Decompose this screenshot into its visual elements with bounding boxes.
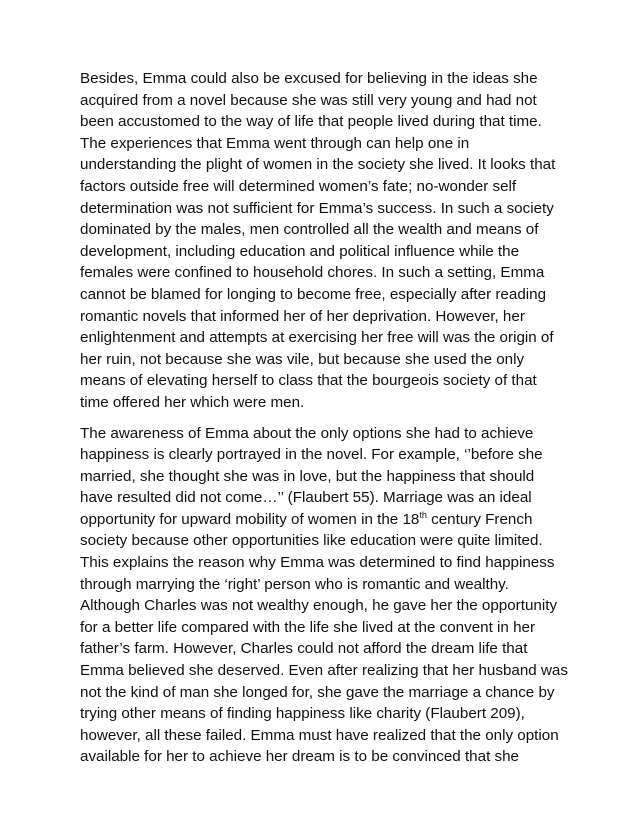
text-line: not the kind of man she longed for, she gave the marriage a chance by xyxy=(80,683,555,701)
text-line: father’s farm. However, Charles could not afford the dream life that xyxy=(80,640,528,658)
text-line: acquired from a novel because she was still very young and had not xyxy=(80,91,537,109)
text-line: This explains the reason why Emma was determined to find happiness xyxy=(80,554,555,572)
text-line: factors outside free will determined women’s fate; no-wonder self xyxy=(80,177,517,195)
text-line: The awareness of Emma about the only options she had to achieve xyxy=(80,424,534,442)
text-line: Although Charles was not wealthy enough, he gave her the opportunity xyxy=(80,597,558,615)
text-line: for a better life compared with the life she lived at the convent in her xyxy=(80,618,536,636)
text-fragment: century French xyxy=(426,510,533,528)
text-line: means of elevating herself to class that the bourgeois society of that xyxy=(80,372,537,390)
text-line: cannot be blamed for longing to become free, especially after reading xyxy=(80,285,547,303)
text-line: married, she thought she was in love, but the happiness that should xyxy=(80,467,535,485)
paragraph-1 xyxy=(80,68,564,414)
text-line: development, including education and political influence while the xyxy=(80,242,520,260)
text-line: The experiences that Emma went through can help one in xyxy=(80,134,470,152)
text-line-with-superscript xyxy=(80,509,564,531)
text-line: society because other opportunities like education were quite limited. xyxy=(80,532,543,550)
document-body xyxy=(80,68,568,777)
text-line: through marrying the ‘right’ person who is romantic and wealthy. xyxy=(80,575,509,593)
text-line: have resulted did not come…’’ (Flaubert 55). Marriage was an ideal xyxy=(80,489,532,507)
text-line: dominated by the males, men controlled all the wealth and means of xyxy=(80,221,539,239)
text-line: females were confined to household chores. In such a setting, Emma xyxy=(80,264,545,282)
text-line: however, all these failed. Emma must have realized that the only option xyxy=(80,726,559,744)
text-fragment: opportunity for upward mobility of women in the 18 xyxy=(80,510,420,528)
text-line: Emma believed she deserved. Even after realizing that her husband was xyxy=(80,662,568,680)
text-line: understanding the plight of women in the society she lived. It looks that xyxy=(80,156,556,174)
text-line: been accustomed to the way of life that people lived during that time. xyxy=(80,113,542,131)
ordinal-superscript: th xyxy=(419,509,427,520)
text-line: determination was not sufficient for Emma’s success. In such a society xyxy=(80,199,554,217)
text-line: romantic novels that informed her of her deprivation. However, her xyxy=(80,307,525,325)
text-line: enlightenment and attempts at exercising her free will was the origin of xyxy=(80,329,554,347)
text-line: her ruin, not because she was vile, but because she used the only xyxy=(80,350,525,368)
text-line: available for her to achieve her dream is to be convinced that she xyxy=(80,748,520,766)
text-line: trying other means of finding happiness like charity (Flaubert 209), xyxy=(80,705,525,723)
text-line: time offered her which were men. xyxy=(80,393,305,411)
text-line: Besides, Emma could also be excused for believing in the ideas she xyxy=(80,70,538,87)
text-line: happiness is clearly portrayed in the novel. For example, ‘’before she xyxy=(80,446,543,464)
paragraph-2 xyxy=(80,423,568,769)
